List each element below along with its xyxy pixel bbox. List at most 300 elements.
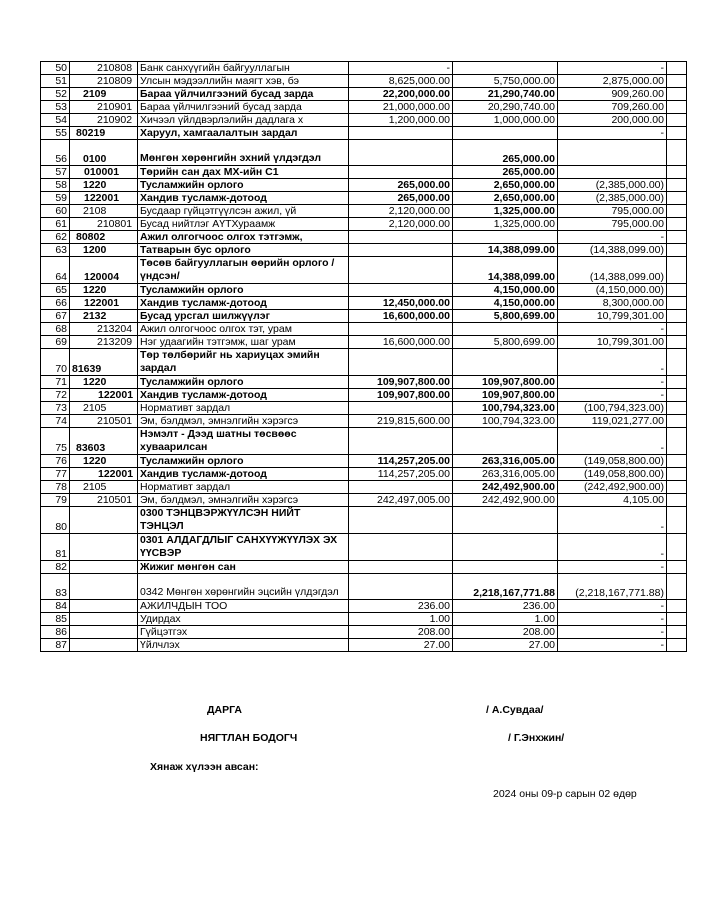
- table-row: [41, 402, 687, 415]
- row-number: 84: [41, 600, 70, 613]
- plan-amount: [349, 402, 453, 415]
- difference-amount: -: [558, 349, 667, 376]
- table-row: [41, 244, 687, 257]
- empty-cell: [667, 127, 687, 140]
- table-row: [41, 639, 687, 652]
- difference-amount: 200,000.00: [558, 114, 667, 127]
- plan-amount: [349, 231, 453, 244]
- difference-amount: (2,385,000.00): [558, 179, 667, 192]
- row-number: 63: [41, 244, 70, 257]
- difference-amount: -: [558, 561, 667, 574]
- empty-cell: [667, 284, 687, 297]
- difference-amount: 10,799,301.00: [558, 336, 667, 349]
- row-number: 54: [41, 114, 70, 127]
- actual-amount: 1,325,000.00: [453, 218, 558, 231]
- account-name: Төрийн сан дах МХ-ийн С1: [138, 166, 349, 179]
- actual-amount: 265,000.00: [453, 166, 558, 179]
- actual-amount: [453, 349, 558, 376]
- empty-cell: [667, 402, 687, 415]
- account-name: Тусламжийн орлого: [138, 376, 349, 389]
- empty-cell: [667, 88, 687, 101]
- plan-amount: 2,120,000.00: [349, 218, 453, 231]
- account-code: 210902: [70, 114, 138, 127]
- account-name: Хандив тусламж-дотоод: [138, 192, 349, 205]
- actual-amount: [453, 231, 558, 244]
- account-code: 210901: [70, 101, 138, 114]
- actual-amount: 2,650,000.00: [453, 192, 558, 205]
- account-name: Гүйцэтгэх: [138, 626, 349, 639]
- row-number: 80: [41, 507, 70, 534]
- empty-cell: [667, 428, 687, 455]
- table-row: [41, 62, 687, 75]
- row-number: 65: [41, 284, 70, 297]
- account-code: 122001: [70, 468, 138, 481]
- row-number: 50: [41, 62, 70, 75]
- difference-amount: 795,000.00: [558, 218, 667, 231]
- row-number: 51: [41, 75, 70, 88]
- account-code: [70, 561, 138, 574]
- table-row: [41, 389, 687, 402]
- account-name: Банк санхүүгийн байгууллагын: [138, 62, 349, 75]
- actual-amount: 21,290,740.00: [453, 88, 558, 101]
- account-name: Хандив тусламж-дотоод: [138, 468, 349, 481]
- empty-cell: [667, 639, 687, 652]
- actual-amount: 100,794,323.00: [453, 402, 558, 415]
- row-number: 64: [41, 257, 70, 284]
- account-name: Нэмэлт - Дээд шатны төсвөөс хуваарилсан: [138, 428, 349, 455]
- empty-cell: [667, 349, 687, 376]
- account-code: [70, 574, 138, 600]
- plan-amount: 236.00: [349, 600, 453, 613]
- difference-amount: (149,058,800.00): [558, 468, 667, 481]
- table-row: [41, 468, 687, 481]
- reviewed-label: Хянаж хүлээн авсан:: [150, 761, 259, 773]
- account-code: 210501: [70, 415, 138, 428]
- row-number: 74: [41, 415, 70, 428]
- plan-amount: 114,257,205.00: [349, 455, 453, 468]
- account-code: 81639: [70, 349, 138, 376]
- row-number: 75: [41, 428, 70, 455]
- empty-cell: [667, 613, 687, 626]
- plan-amount: 21,000,000.00: [349, 101, 453, 114]
- account-name: Харуул, хамгаалалтын зардал: [138, 127, 349, 140]
- director-name: / А.Сувдаа/: [486, 704, 544, 716]
- table-row: [41, 310, 687, 323]
- table-row: [41, 494, 687, 507]
- difference-amount: -: [558, 231, 667, 244]
- difference-amount: (149,058,800.00): [558, 455, 667, 468]
- plan-amount: 16,600,000.00: [349, 310, 453, 323]
- account-name: Хандив тусламж-дотоод: [138, 297, 349, 310]
- plan-amount: [349, 257, 453, 284]
- plan-amount: 109,907,800.00: [349, 376, 453, 389]
- actual-amount: 14,388,099.00: [453, 257, 558, 284]
- account-name: Бусад нийтлэг АҮТХураамж: [138, 218, 349, 231]
- plan-amount: [349, 534, 453, 561]
- account-name: Тусламжийн орлого: [138, 284, 349, 297]
- row-number: 57: [41, 166, 70, 179]
- plan-amount: [349, 140, 453, 166]
- plan-amount: 242,497,005.00: [349, 494, 453, 507]
- table-row: [41, 626, 687, 639]
- actual-amount: 2,650,000.00: [453, 179, 558, 192]
- account-name: Татварын бус орлого: [138, 244, 349, 257]
- table-row: [41, 88, 687, 101]
- empty-cell: [667, 389, 687, 402]
- row-number: 81: [41, 534, 70, 561]
- row-number: 69: [41, 336, 70, 349]
- account-code: [70, 613, 138, 626]
- table-row: [41, 140, 687, 166]
- row-number: 66: [41, 297, 70, 310]
- actual-amount: 236.00: [453, 600, 558, 613]
- account-code: 83603: [70, 428, 138, 455]
- table-row: [41, 323, 687, 336]
- difference-amount: -: [558, 613, 667, 626]
- budget-table: [40, 61, 687, 652]
- account-name: Нормативт зардал: [138, 481, 349, 494]
- account-name: Тусламжийн орлого: [138, 455, 349, 468]
- table-row: [41, 534, 687, 561]
- actual-amount: [453, 62, 558, 75]
- empty-cell: [667, 455, 687, 468]
- account-code: 210501: [70, 494, 138, 507]
- table-row: [41, 179, 687, 192]
- difference-amount: 4,105.00: [558, 494, 667, 507]
- row-number: 79: [41, 494, 70, 507]
- row-number: 68: [41, 323, 70, 336]
- account-code: 2105: [70, 402, 138, 415]
- row-number: 83: [41, 574, 70, 600]
- table-row: [41, 455, 687, 468]
- empty-cell: [667, 75, 687, 88]
- table-row: [41, 349, 687, 376]
- difference-amount: -: [558, 626, 667, 639]
- actual-amount: [453, 323, 558, 336]
- plan-amount: [349, 127, 453, 140]
- empty-cell: [667, 626, 687, 639]
- plan-amount: 265,000.00: [349, 192, 453, 205]
- difference-amount: -: [558, 389, 667, 402]
- table-row: [41, 507, 687, 534]
- difference-amount: -: [558, 62, 667, 75]
- actual-amount: 242,492,900.00: [453, 481, 558, 494]
- table-row: [41, 284, 687, 297]
- row-number: 55: [41, 127, 70, 140]
- row-number: 67: [41, 310, 70, 323]
- plan-amount: [349, 349, 453, 376]
- row-number: 76: [41, 455, 70, 468]
- actual-amount: 14,388,099.00: [453, 244, 558, 257]
- row-number: 73: [41, 402, 70, 415]
- actual-amount: 100,794,323.00: [453, 415, 558, 428]
- account-name: 0301 АЛДАГДЛЫГ САНХҮҮЖҮҮЛЭХ ЭХ ҮҮСВЭР: [138, 534, 349, 561]
- plan-amount: 12,450,000.00: [349, 297, 453, 310]
- actual-amount: 109,907,800.00: [453, 389, 558, 402]
- actual-amount: 20,290,740.00: [453, 101, 558, 114]
- row-number: 70: [41, 349, 70, 376]
- table-row: [41, 114, 687, 127]
- plan-amount: 208.00: [349, 626, 453, 639]
- table-row: [41, 376, 687, 389]
- actual-amount: [453, 428, 558, 455]
- difference-amount: (2,218,167,771.88): [558, 574, 667, 600]
- row-number: 61: [41, 218, 70, 231]
- row-number: 82: [41, 561, 70, 574]
- row-number: 77: [41, 468, 70, 481]
- empty-cell: [667, 257, 687, 284]
- difference-amount: -: [558, 376, 667, 389]
- plan-amount: [349, 481, 453, 494]
- account-name: Тусламжийн орлого: [138, 179, 349, 192]
- empty-cell: [667, 192, 687, 205]
- account-code: 1220: [70, 179, 138, 192]
- row-number: 72: [41, 389, 70, 402]
- actual-amount: [453, 534, 558, 561]
- account-name: Төсөв байгууллагын өөрийн орлого /үндсэн/: [138, 257, 349, 284]
- row-number: 58: [41, 179, 70, 192]
- account-code: 210808: [70, 62, 138, 75]
- difference-amount: 119,021,277.00: [558, 415, 667, 428]
- row-number: 60: [41, 205, 70, 218]
- table-row: [41, 231, 687, 244]
- empty-cell: [667, 415, 687, 428]
- difference-amount: (2,385,000.00): [558, 192, 667, 205]
- actual-amount: [453, 507, 558, 534]
- plan-amount: 114,257,205.00: [349, 468, 453, 481]
- empty-cell: [667, 179, 687, 192]
- account-code: 213209: [70, 336, 138, 349]
- difference-amount: -: [558, 323, 667, 336]
- difference-amount: 10,799,301.00: [558, 310, 667, 323]
- empty-cell: [667, 600, 687, 613]
- account-code: 122001: [70, 389, 138, 402]
- actual-amount: 265,000.00: [453, 140, 558, 166]
- plan-amount: 1,200,000.00: [349, 114, 453, 127]
- plan-amount: [349, 323, 453, 336]
- empty-cell: [667, 218, 687, 231]
- actual-amount: 4,150,000.00: [453, 284, 558, 297]
- account-code: 010001: [70, 166, 138, 179]
- account-code: [70, 639, 138, 652]
- row-number: 56: [41, 140, 70, 166]
- row-number: 78: [41, 481, 70, 494]
- plan-amount: -: [349, 62, 453, 75]
- actual-amount: 1,000,000.00: [453, 114, 558, 127]
- empty-cell: [667, 114, 687, 127]
- account-code: 1220: [70, 455, 138, 468]
- table-row: [41, 600, 687, 613]
- account-code: 80219: [70, 127, 138, 140]
- table-row: [41, 166, 687, 179]
- difference-amount: (14,388,099.00): [558, 244, 667, 257]
- table-row: [41, 297, 687, 310]
- account-code: 2108: [70, 205, 138, 218]
- account-name: Мөнгөн хөрөнгийн эхний үлдэгдэл: [138, 140, 349, 166]
- plan-amount: 265,000.00: [349, 179, 453, 192]
- account-name: Эм, бэлдмэл, эмнэлгийн хэрэгсэ: [138, 415, 349, 428]
- empty-cell: [667, 101, 687, 114]
- empty-cell: [667, 561, 687, 574]
- row-number: 85: [41, 613, 70, 626]
- difference-amount: -: [558, 507, 667, 534]
- difference-amount: (100,794,323.00): [558, 402, 667, 415]
- difference-amount: (4,150,000.00): [558, 284, 667, 297]
- empty-cell: [667, 507, 687, 534]
- empty-cell: [667, 62, 687, 75]
- plan-amount: 1.00: [349, 613, 453, 626]
- actual-amount: [453, 127, 558, 140]
- account-code: 1220: [70, 376, 138, 389]
- actual-amount: 109,907,800.00: [453, 376, 558, 389]
- account-name: Нормативт зардал: [138, 402, 349, 415]
- account-name: Хичээл үйлдвэрлэлийн дадлага х: [138, 114, 349, 127]
- actual-amount: 5,800,699.00: [453, 336, 558, 349]
- director-title: ДАРГА: [207, 704, 242, 716]
- row-number: 86: [41, 626, 70, 639]
- difference-amount: -: [558, 534, 667, 561]
- actual-amount: 5,800,699.00: [453, 310, 558, 323]
- table-row: [41, 75, 687, 88]
- empty-cell: [667, 468, 687, 481]
- row-number: 62: [41, 231, 70, 244]
- account-code: 80802: [70, 231, 138, 244]
- empty-cell: [667, 297, 687, 310]
- account-code: 1220: [70, 284, 138, 297]
- table-row: [41, 561, 687, 574]
- plan-amount: 22,200,000.00: [349, 88, 453, 101]
- plan-amount: [349, 507, 453, 534]
- plan-amount: [349, 428, 453, 455]
- difference-amount: 8,300,000.00: [558, 297, 667, 310]
- account-code: 2109: [70, 88, 138, 101]
- empty-cell: [667, 534, 687, 561]
- actual-amount: 4,150,000.00: [453, 297, 558, 310]
- account-code: 1200: [70, 244, 138, 257]
- difference-amount: (14,388,099.00): [558, 257, 667, 284]
- table-row: [41, 613, 687, 626]
- accountant-name: / Г.Энхжин/: [508, 732, 565, 744]
- empty-cell: [667, 205, 687, 218]
- plan-amount: 219,815,600.00: [349, 415, 453, 428]
- table-row: [41, 205, 687, 218]
- account-name: АЖИЛЧДЫН ТОО: [138, 600, 349, 613]
- plan-amount: 109,907,800.00: [349, 389, 453, 402]
- account-code: 2105: [70, 481, 138, 494]
- difference-amount: -: [558, 600, 667, 613]
- actual-amount: 242,492,900.00: [453, 494, 558, 507]
- account-name: Бараа үйлчилгээний бусад зарда: [138, 101, 349, 114]
- account-code: [70, 600, 138, 613]
- difference-amount: 909,260.00: [558, 88, 667, 101]
- difference-amount: 2,875,000.00: [558, 75, 667, 88]
- account-name: Жижиг мөнгөн сан: [138, 561, 349, 574]
- table-row: [41, 192, 687, 205]
- empty-cell: [667, 166, 687, 179]
- actual-amount: 1,325,000.00: [453, 205, 558, 218]
- empty-cell: [667, 376, 687, 389]
- account-code: 0100: [70, 140, 138, 166]
- empty-cell: [667, 336, 687, 349]
- account-code: 120004: [70, 257, 138, 284]
- account-name: Удирдах: [138, 613, 349, 626]
- account-name: Бусдаар гүйцэтгүүлсэн ажил, үй: [138, 205, 349, 218]
- account-code: 2132: [70, 310, 138, 323]
- table-row: [41, 101, 687, 114]
- account-name: Ажил олгогчоос олгох тэтгэмж,: [138, 231, 349, 244]
- difference-amount: 709,260.00: [558, 101, 667, 114]
- empty-cell: [667, 140, 687, 166]
- difference-amount: -: [558, 428, 667, 455]
- account-name: Эм, бэлдмэл, эмнэлгийн хэрэгсэ: [138, 494, 349, 507]
- plan-amount: 2,120,000.00: [349, 205, 453, 218]
- table-row: [41, 481, 687, 494]
- report-date: 2024 оны 09-р сарын 02 өдөр: [493, 788, 637, 800]
- table-row: [41, 257, 687, 284]
- empty-cell: [667, 244, 687, 257]
- account-code: [70, 534, 138, 561]
- budget-table-body: [41, 62, 687, 652]
- account-code: [70, 626, 138, 639]
- actual-amount: [453, 561, 558, 574]
- row-number: 87: [41, 639, 70, 652]
- account-code: 213204: [70, 323, 138, 336]
- account-name: Нэг удаагийн тэтгэмж, шаг урам: [138, 336, 349, 349]
- plan-amount: 27.00: [349, 639, 453, 652]
- row-number: 53: [41, 101, 70, 114]
- account-name: Ажил олгогчоос олгох тэт, урам: [138, 323, 349, 336]
- difference-amount: (242,492,900.00): [558, 481, 667, 494]
- table-row: [41, 127, 687, 140]
- empty-cell: [667, 323, 687, 336]
- row-number: 71: [41, 376, 70, 389]
- account-code: 122001: [70, 192, 138, 205]
- table-row: [41, 336, 687, 349]
- actual-amount: 263,316,005.00: [453, 468, 558, 481]
- empty-cell: [667, 231, 687, 244]
- account-name: Бараа үйлчилгээний бусад зарда: [138, 88, 349, 101]
- plan-amount: 8,625,000.00: [349, 75, 453, 88]
- row-number: 52: [41, 88, 70, 101]
- account-name: Хандив тусламж-дотоод: [138, 389, 349, 402]
- difference-amount: -: [558, 639, 667, 652]
- account-name: Бусад урсгал шилжүүлэг: [138, 310, 349, 323]
- difference-amount: -: [558, 127, 667, 140]
- account-name: 0342 Мөнгөн хөрөнгийн эцсийн үлдэгдэл: [138, 574, 349, 600]
- empty-cell: [667, 494, 687, 507]
- row-number: 59: [41, 192, 70, 205]
- actual-amount: 263,316,005.00: [453, 455, 558, 468]
- accountant-title: НЯГТЛАН БОДОГЧ: [200, 732, 298, 744]
- account-name: Улсын мэдээллийн маягт хэв, бэ: [138, 75, 349, 88]
- empty-cell: [667, 574, 687, 600]
- actual-amount: 1.00: [453, 613, 558, 626]
- account-code: 122001: [70, 297, 138, 310]
- actual-amount: 5,750,000.00: [453, 75, 558, 88]
- difference-amount: 795,000.00: [558, 205, 667, 218]
- account-name: Үйлчлэх: [138, 639, 349, 652]
- plan-amount: 16,600,000.00: [349, 336, 453, 349]
- plan-amount: [349, 166, 453, 179]
- account-code: 210801: [70, 218, 138, 231]
- account-name: Төр төлбөрийг нь хариуцах эмийн зардал: [138, 349, 349, 376]
- plan-amount: [349, 284, 453, 297]
- difference-amount: [558, 140, 667, 166]
- actual-amount: 208.00: [453, 626, 558, 639]
- plan-amount: [349, 574, 453, 600]
- account-name: 0300 ТЭНЦВЭРЖҮҮЛСЭН НИЙТ ТЭНЦЭЛ: [138, 507, 349, 534]
- empty-cell: [667, 481, 687, 494]
